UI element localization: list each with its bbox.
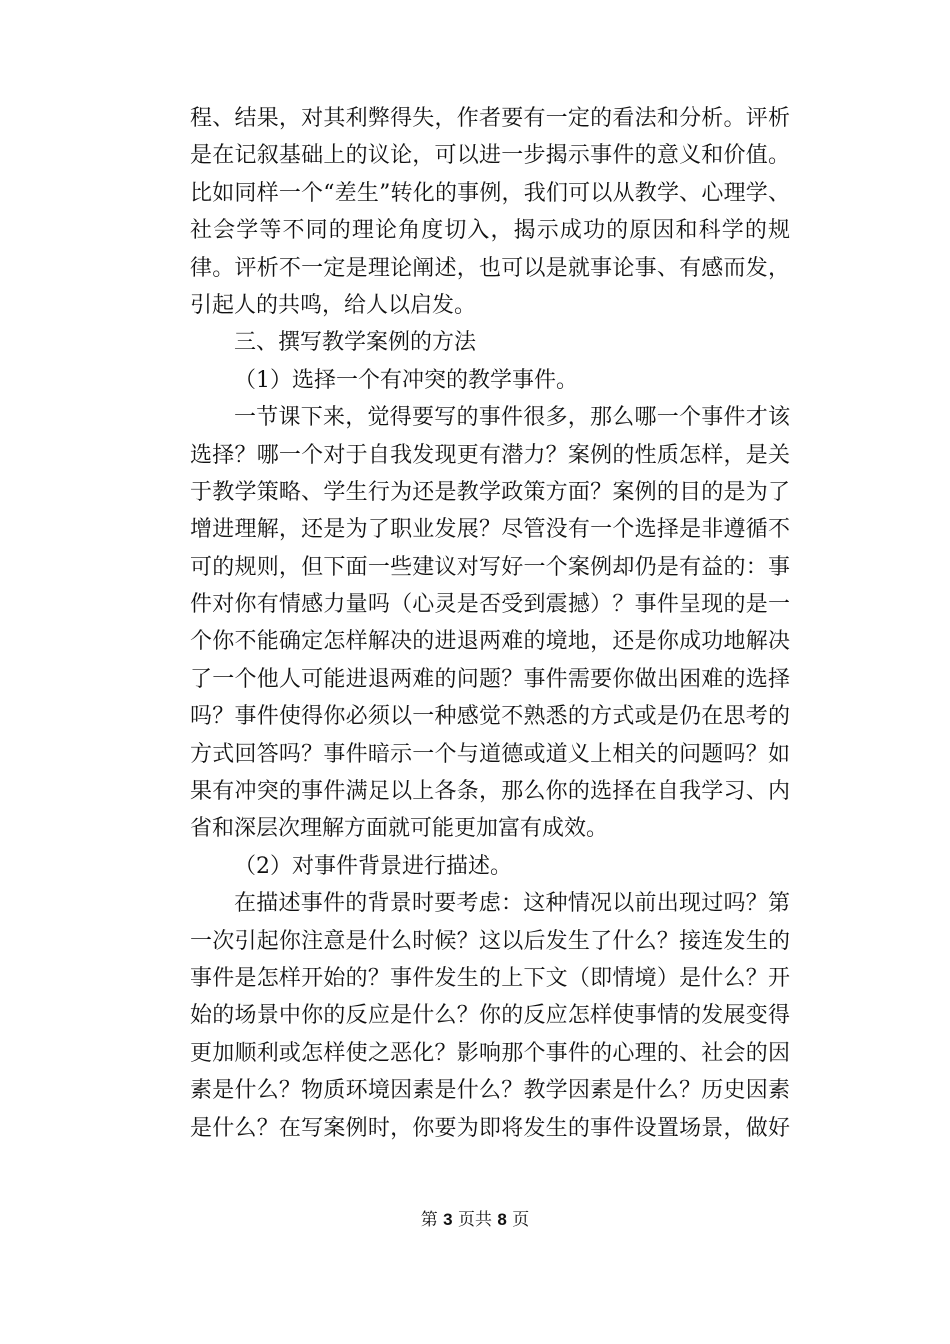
total-page-count: 8	[497, 1210, 507, 1229]
current-page-number: 3	[443, 1210, 453, 1229]
text-line: 于教学策略、学生行为还是教学政策方面？案例的目的是为了	[190, 479, 790, 505]
text-line: 社会学等不同的理论角度切入，揭示成功的原因和科学的规	[190, 218, 790, 244]
footer-middle: 页共	[458, 1210, 492, 1230]
text-line: 是什么？在写案例时，你要为即将发生的事件设置场景，做好	[190, 1115, 790, 1141]
text-line: 程、结果，对其利弊得失，作者要有一定的看法和分析。评析	[190, 106, 790, 131]
text-line: 是在记叙基础上的议论，可以进一步揭示事件的意义和价值。	[190, 143, 790, 169]
text-line: 选择？哪一个对于自我发现更有潜力？案例的性质怎样，是关	[190, 442, 790, 468]
section-heading: 三、撰写教学案例的方法	[234, 330, 477, 356]
text-line: 件对你有情感力量吗（心灵是否受到震撼）？事件呈现的是一	[190, 592, 790, 618]
body-text	[190, 100, 790, 1147]
text-line: 方式回答吗？事件暗示一个与道德或道义上相关的问题吗？如	[190, 741, 790, 767]
text-line: 在描述事件的背景时要考虑：这种情况以前出现过吗？第	[234, 891, 790, 917]
text-line: 一次引起你注意是什么时候？这以后发生了什么？接连发生的	[190, 928, 790, 954]
text-line: 增进理解，还是为了职业发展？尽管没有一个选择是非遵循不	[190, 517, 790, 543]
text-line: 比如同样一个“差生”转化的事例，我们可以从教学、心理学、	[190, 180, 790, 206]
subsection-heading: （2）对事件背景进行描述。	[234, 853, 512, 879]
footer-suffix: 页	[512, 1210, 530, 1230]
text-line: 省和深层次理解方面就可能更加富有成效。	[190, 816, 609, 842]
subsection-heading: （1）选择一个有冲突的教学事件。	[234, 367, 578, 393]
text-line: 更加顺利或怎样使之恶化？影响那个事件的心理的、社会的因	[190, 1040, 790, 1066]
text-line: 始的场景中你的反应是什么？你的反应怎样使事情的发展变得	[190, 1003, 790, 1029]
text-line: 引起人的共鸣，给人以启发。	[190, 292, 477, 318]
footer-prefix: 第	[420, 1210, 438, 1230]
text-line: 一节课下来，觉得要写的事件很多，那么哪一个事件才该	[234, 405, 790, 431]
text-line: 事件是怎样开始的？事件发生的上下文（即情境）是什么？开	[190, 965, 790, 991]
text-line: 个你不能确定怎样解决的进退两难的境地，还是你成功地解决	[190, 629, 790, 655]
text-line: 律。评析不一定是理论阐述，也可以是就事论事、有感而发，	[190, 255, 790, 281]
text-line: 了一个他人可能进退两难的问题？事件需要你做出困难的选择	[190, 666, 790, 692]
text-line: 素是什么？物质环境因素是什么？教学因素是什么？历史因素	[190, 1078, 790, 1104]
page-footer	[0, 1205, 950, 1230]
text-line: 果有冲突的事件满足以上各条，那么你的选择在自我学习、内	[190, 779, 790, 805]
text-line: 吗？事件使得你必须以一种感觉不熟悉的方式或是仍在思考的	[190, 704, 790, 730]
text-line: 可的规则，但下面一些建议对写好一个案例却仍是有益的：事	[190, 554, 790, 580]
